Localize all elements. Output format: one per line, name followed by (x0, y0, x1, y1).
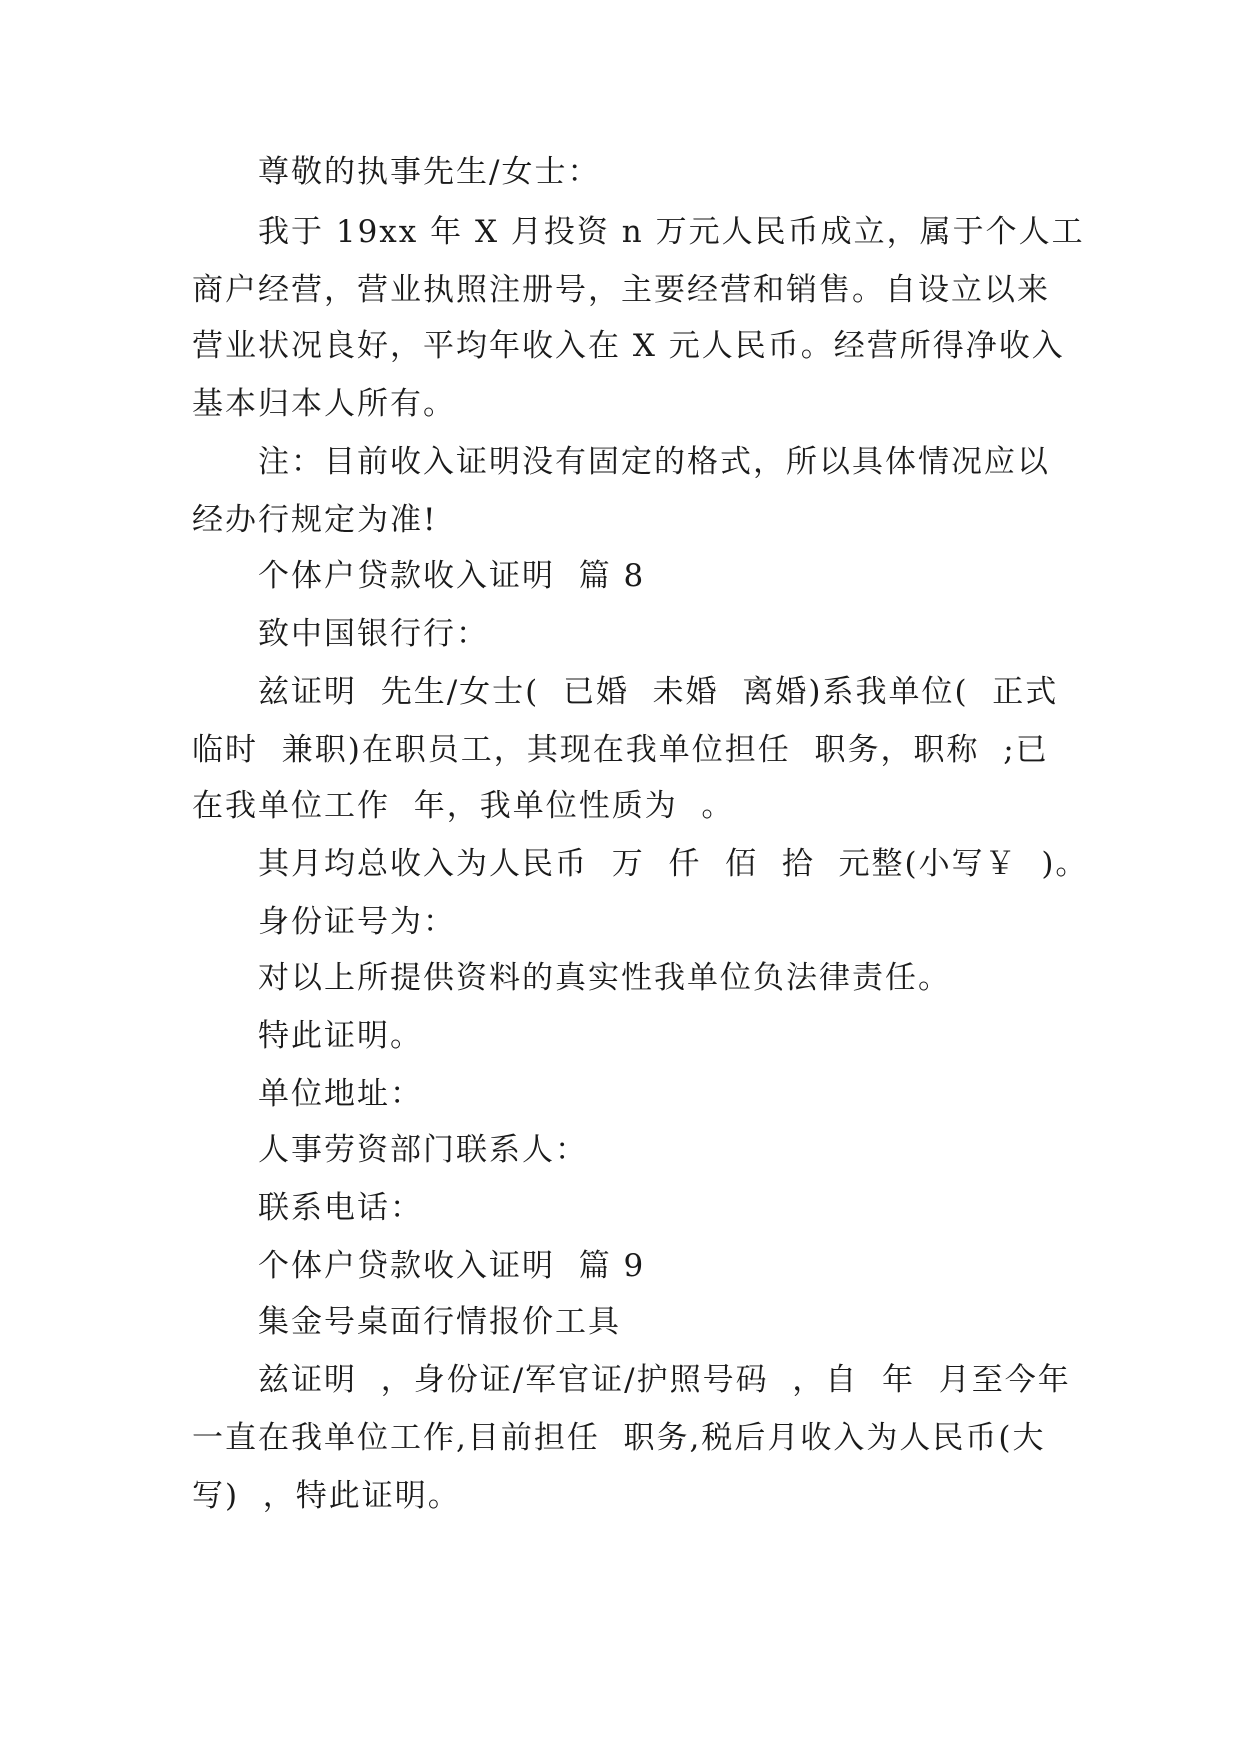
tool-line: 集金号桌面行情报价工具 (258, 1304, 621, 1340)
address-line: 单位地址： (258, 1076, 423, 1112)
note-line: 注：目前收入证明没有固定的格式，所以具体情况应以 (258, 444, 1050, 480)
liability-line: 对以上所提供资料的真实性我单位负法律责任。 (258, 960, 951, 996)
paragraph-line: 商户经营，营业执照注册号，主要经营和销售。自设立以来 (192, 272, 1050, 308)
paragraph-line: 兹证明 ，身份证/军官证/护照号码 ，自 年 月至今年 (258, 1362, 1071, 1398)
salutation-line: 尊敬的执事先生/女士： (258, 154, 601, 190)
contact-phone-line: 联系电话： (258, 1190, 423, 1226)
paragraph-line: 我于 19xx 年 X 月投资 n 万元人民币成立，属于个人工 (258, 214, 1085, 250)
id-number-line: 身份证号为： (258, 904, 456, 940)
section-heading: 个体户贷款收入证明 篇 9 (258, 1248, 646, 1284)
paragraph-line: 兹证明 先生/女士( 已婚 未婚 离婚)系我单位( 正式 (258, 674, 1059, 710)
contact-person-line: 人事劳资部门联系人： (258, 1132, 588, 1168)
paragraph-line: 一直在我单位工作,目前担任 职务,税后月收入为人民币(大 (192, 1420, 1046, 1456)
paragraph-line: 基本归本人所有。 (192, 386, 456, 422)
paragraph-line: 营业状况良好，平均年收入在 X 元人民币。经营所得净收入 (192, 328, 1065, 364)
section-heading: 个体户贷款收入证明 篇 8 (258, 558, 646, 594)
note-line: 经办行规定为准! (192, 502, 438, 538)
addressee-line: 致中国银行行： (258, 616, 489, 652)
income-line: 其月均总收入为人民币 万 仟 佰 拾 元整(小写￥ )。 (258, 846, 1089, 882)
paragraph-line: 临时 兼职)在职员工，其现在我单位担任 职务，职称 ;已 (192, 732, 1049, 768)
certification-line: 特此证明。 (258, 1018, 423, 1054)
paragraph-line: 在我单位工作 年，我单位性质为 。 (192, 788, 735, 824)
paragraph-line: 写) ，特此证明。 (192, 1478, 461, 1514)
